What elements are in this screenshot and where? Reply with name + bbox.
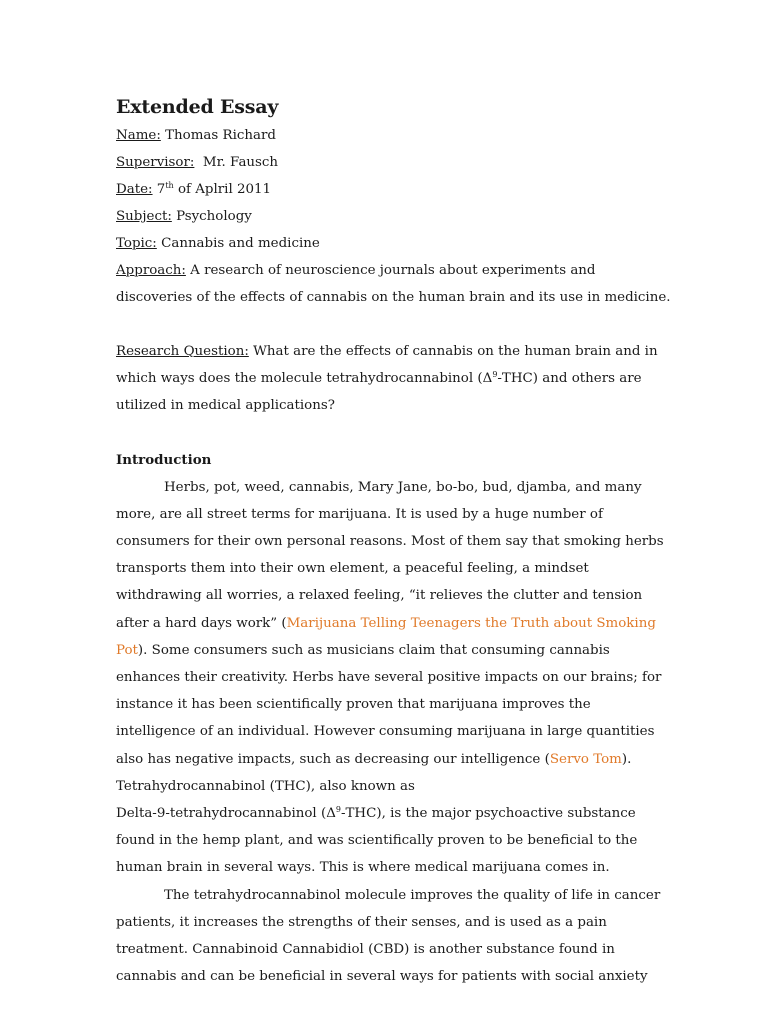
citation-pot[interactable]: Pot (116, 642, 138, 658)
topic-label: Topic: (116, 236, 157, 251)
date-rest: of Aplril 2011 (173, 182, 272, 197)
research-question (116, 338, 656, 420)
name-label: Name: (116, 128, 161, 143)
intro-paragraph-1 (116, 474, 664, 882)
research-line-2b: -THC) and others are (497, 371, 642, 387)
p2-line: cannabis and can be beneficial in several ways for patients with social anxiety (116, 969, 648, 985)
meta-approach (116, 257, 671, 311)
supervisor-label: Supervisor: (116, 155, 195, 170)
supervisor-value: Mr. Fausch (194, 155, 279, 170)
p1-line: enhances their creativity. Herbs have several positive impacts on our brains; for (116, 670, 662, 686)
subject-value: Psychology (171, 209, 252, 224)
p1-line: transports them into their own element, a peaceful feeling, a mindset (116, 561, 589, 577)
research-line-2a: which ways does the molecule tetrahydrocannabinol (Δ (116, 371, 493, 387)
research-label: Research Question: (116, 344, 249, 359)
p1-line-7b: ). Some consumers such as musicians claim that consuming cannabis (137, 642, 610, 658)
subject-label: Subject: (116, 209, 172, 224)
intro-paragraph-2 (116, 882, 661, 991)
p1-line: withdrawing all worries, a relaxed feeling, “it relieves the clutter and tension (116, 588, 643, 604)
p1-line: more, are all street terms for marijuana. It is used by a huge number of (116, 506, 603, 522)
date-label: Date: (116, 182, 153, 197)
topic-value: Cannabis and medicine (156, 236, 320, 251)
introduction-heading: Introduction (116, 451, 212, 468)
citation-marijuana-telling-teenagers[interactable]: Marijuana Telling Teenagers the Truth about Smoking (286, 615, 656, 631)
approach-label: Approach: (116, 263, 186, 278)
p1-line-6a: after a hard days work” ( (116, 615, 287, 631)
name-value: Thomas Richard (160, 128, 276, 143)
meta-subject (116, 203, 656, 230)
p1-line-11b: ). (621, 751, 632, 767)
p2-line: patients, it increases the strengths of their senses, and is used as a pain (116, 914, 607, 930)
meta-name (116, 122, 656, 149)
spacer (116, 311, 656, 338)
p1-line: intelligence of an individual. However consuming marijuana in large quantities (116, 724, 655, 740)
p1-line: Tetrahydrocannabinol (THC), also known as (116, 778, 415, 794)
p2-line: The tetrahydrocannabinol molecule improves the quality of life in cancer (164, 887, 661, 903)
p1-line-11a: also has negative impacts, such as decreasing our intelligence ( (116, 751, 550, 767)
approach-line-2: discoveries of the effects of cannabis on the human brain and its use in medicine. (116, 290, 671, 305)
document-page (116, 92, 671, 990)
p1-line: Herbs, pot, weed, cannabis, Mary Jane, bo-bo, bud, djamba, and many (164, 479, 642, 495)
research-line-1: What are the effects of cannabis on the human brain and in (248, 344, 658, 359)
p1-line: found in the hemp plant, and was scientifically proven to be beneficial to the (116, 833, 638, 849)
p1-line-13b: -THC), is the major psychoactive substance (340, 806, 636, 822)
spacer (116, 420, 656, 447)
p1-sup: 9 (335, 805, 341, 815)
p1-line: consumers for their own personal reasons. Most of them say that smoking herbs (116, 534, 664, 550)
citation-servo-tom[interactable]: Servo Tom (549, 751, 622, 767)
date-day: 7 (152, 182, 166, 197)
research-sup: 9 (492, 370, 498, 380)
document-title: Extended Essay (116, 96, 279, 118)
approach-line-1: A research of neuroscience journals about experiments and (185, 263, 596, 278)
p1-line: human brain in several ways. This is where medical marijuana comes in. (116, 860, 610, 876)
research-line-3: utilized in medical applications? (116, 398, 335, 414)
p1-line: instance it has been scientifically proven that marijuana improves the (116, 697, 591, 713)
meta-topic (116, 230, 656, 257)
meta-supervisor (116, 149, 656, 176)
date-ordinal: th (165, 181, 174, 190)
meta-date (116, 176, 656, 203)
p1-line-13a: Delta-9-tetrahydrocannabinol (Δ (116, 806, 336, 822)
p2-line: treatment. Cannabinoid Cannabidiol (CBD) is another substance found in (116, 942, 615, 958)
